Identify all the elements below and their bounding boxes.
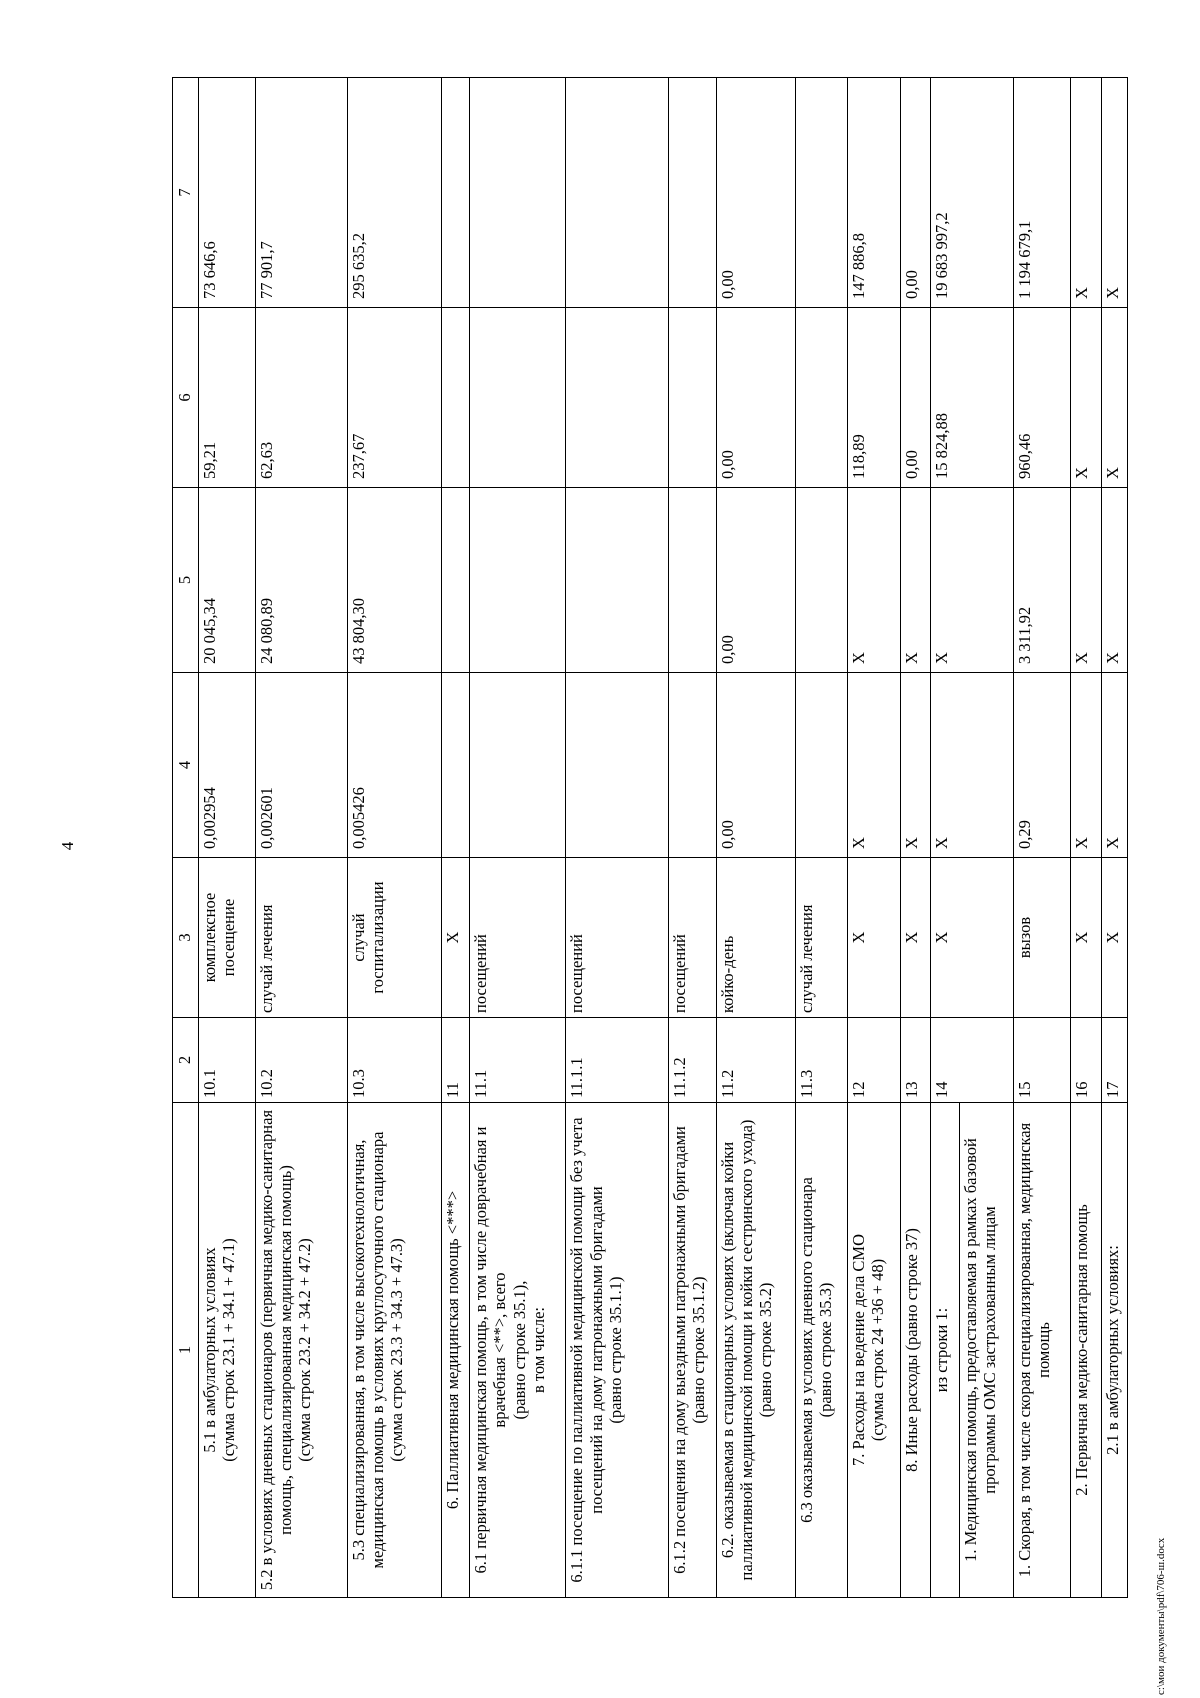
row-number-cell: 14 (931, 1018, 1014, 1103)
page-number: 4 (58, 841, 77, 851)
row-label-cell: 1. Скорая, в том числе скорая специализированная, медицинская помощь (1014, 1103, 1071, 1598)
table-row (931, 78, 959, 1598)
value-cell: 0,00 (717, 488, 796, 673)
row-label-cell: 6. Паллиативная медицинская помощь <***> (441, 1103, 469, 1598)
row-label-cell: 6.2. оказываемая в стационарных условиях (включая койки паллиативной медицинской помощи и койки сестринского ухода) (равно строке 35.2) (717, 1103, 796, 1598)
row-label-cell: 6.1.2 посещения на дому выездными патронажными бригадами (равно строке 35.1.2) (669, 1103, 717, 1598)
value-cell (470, 308, 566, 488)
value-cell (669, 488, 717, 673)
header-cell: 1 (173, 1103, 199, 1598)
unit-cell: X (1101, 858, 1127, 1018)
value-cell: 295 635,2 (347, 78, 441, 308)
value-cell: 15 824,88 (931, 308, 1014, 488)
header-row (173, 78, 199, 1598)
value-cell (566, 673, 669, 858)
cost-table (172, 77, 1128, 1598)
row-label-cell: 7. Расходы на ведение дела СМО (сумма строк 24 +36 + 48) (848, 1103, 900, 1598)
unit-cell: X (848, 858, 900, 1018)
table-row (1101, 78, 1127, 1598)
row-number-cell: 11.1 (470, 1018, 566, 1103)
value-cell: 1 194 679,1 (1014, 78, 1071, 308)
value-cell: 0,00 (900, 78, 931, 308)
value-cell: 59,21 (199, 308, 256, 488)
value-cell (669, 78, 717, 308)
table-row (256, 78, 348, 1598)
value-cell (441, 673, 469, 858)
row-label-cell: 5.3 специализированная, в том числе высокотехнологичная, медицинская помощь в условиях круглосуточного стационара (сумма строк 23.3 + 34.3 + 47.3) (347, 1103, 441, 1598)
value-cell (566, 308, 669, 488)
value-cell: 77 901,7 (256, 78, 348, 308)
row-label-cell: 6.1 первичная медицинская помощь, в том числе доврачебная и врачебная <**>, всего (равно строке 35.1), в том числе: (470, 1103, 566, 1598)
value-cell: 62,63 (256, 308, 348, 488)
row-number-cell: 15 (1014, 1018, 1071, 1103)
row-number-cell: 17 (1101, 1018, 1127, 1103)
table-row (566, 78, 669, 1598)
value-cell: 960,46 (1014, 308, 1071, 488)
value-cell: X (1101, 78, 1127, 308)
row-number-cell: 13 (900, 1018, 931, 1103)
row-number-cell: 10.3 (347, 1018, 441, 1103)
value-cell: 73 646,6 (199, 78, 256, 308)
value-cell: X (1101, 308, 1127, 488)
table-row (199, 78, 256, 1598)
value-cell: 118,89 (848, 308, 900, 488)
value-cell (441, 78, 469, 308)
value-cell (566, 78, 669, 308)
header-cell: 4 (173, 673, 199, 858)
row-label-cell: 5.2 в условиях дневных стационаров (первичная медико-санитарная помощь, специализированная медицинская помощь) (сумма строк 23.2 + 34.2 + 47.2) (256, 1103, 348, 1598)
value-cell: 0,005426 (347, 673, 441, 858)
unit-cell: посещений (566, 858, 669, 1018)
row-number-cell: 11 (441, 1018, 469, 1103)
row-number-cell: 10.1 (199, 1018, 256, 1103)
value-cell (470, 488, 566, 673)
table-row (1071, 78, 1102, 1598)
value-cell (795, 673, 847, 858)
row-number-cell: 12 (848, 1018, 900, 1103)
row-number-cell: 11.2 (717, 1018, 796, 1103)
value-cell (795, 78, 847, 308)
value-cell: 3 311,92 (1014, 488, 1071, 673)
value-cell (669, 673, 717, 858)
row-label-cell: 6.1.1 посещение по паллиативной медицинской помощи без учета посещений на дому патронажными бригадами (равно строке 35.1.1) (566, 1103, 669, 1598)
value-cell: 0,00 (717, 78, 796, 308)
value-cell: 237,67 (347, 308, 441, 488)
table-row (1014, 78, 1071, 1598)
value-cell: 0,002601 (256, 673, 348, 858)
row-label-cell: 1. Медицинская помощь, предоставляемая в рамках базовой программы ОМС застрахованным лицам (959, 1103, 1014, 1598)
value-cell: 0,00 (717, 673, 796, 858)
unit-cell: случай госпитализации (347, 858, 441, 1018)
value-cell: X (848, 673, 900, 858)
table-row (470, 78, 566, 1598)
row-label-cell: 8. Иные расходы (равно строке 37) (900, 1103, 931, 1598)
row-number-cell: 11.3 (795, 1018, 847, 1103)
unit-cell: случай лечения (795, 858, 847, 1018)
value-cell (669, 308, 717, 488)
value-cell: X (931, 673, 1014, 858)
table-row (441, 78, 469, 1598)
value-cell: 147 886,8 (848, 78, 900, 308)
value-cell: 0,00 (717, 308, 796, 488)
value-cell: X (1101, 488, 1127, 673)
table-row (717, 78, 796, 1598)
table-body (173, 78, 1128, 1598)
rotated-table-wrapper (172, 78, 1128, 1598)
value-cell (566, 488, 669, 673)
table-row (347, 78, 441, 1598)
value-cell: X (931, 488, 1014, 673)
value-cell: X (848, 488, 900, 673)
value-cell: X (1071, 488, 1102, 673)
value-cell: X (900, 673, 931, 858)
value-cell (795, 308, 847, 488)
unit-cell: посещений (669, 858, 717, 1018)
unit-cell: X (441, 858, 469, 1018)
value-cell (795, 488, 847, 673)
footer-file-path: c:\мои документы\pdf\706-ш.docx (1155, 1537, 1167, 1695)
table-row (795, 78, 847, 1598)
value-cell: X (1071, 673, 1102, 858)
value-cell: 0,002954 (199, 673, 256, 858)
unit-cell: вызов (1014, 858, 1071, 1018)
value-cell: 24 080,89 (256, 488, 348, 673)
unit-cell: койко-день (717, 858, 796, 1018)
value-cell (470, 78, 566, 308)
unit-cell: посещений (470, 858, 566, 1018)
row-label-cell: 2.1 в амбулаторных условиях: (1101, 1103, 1127, 1598)
unit-cell: комплексное посещение (199, 858, 256, 1018)
value-cell: X (900, 488, 931, 673)
row-label-cell: 5.1 в амбулаторных условиях (сумма строк 23.1 + 34.1 + 47.1) (199, 1103, 256, 1598)
row-number-cell: 10.2 (256, 1018, 348, 1103)
table-row (848, 78, 900, 1598)
unit-cell: X (900, 858, 931, 1018)
value-cell (441, 308, 469, 488)
row-label-cell: из строки 1: (931, 1103, 959, 1598)
value-cell: X (1071, 78, 1102, 308)
value-cell: 43 804,30 (347, 488, 441, 673)
row-number-cell: 16 (1071, 1018, 1102, 1103)
value-cell (441, 488, 469, 673)
row-label-cell: 2. Первичная медико-санитарная помощь (1071, 1103, 1102, 1598)
unit-cell: случай лечения (256, 858, 348, 1018)
value-cell: X (1071, 308, 1102, 488)
row-number-cell: 11.1.1 (566, 1018, 669, 1103)
table-row (900, 78, 931, 1598)
value-cell: 0,29 (1014, 673, 1071, 858)
value-cell: X (1101, 673, 1127, 858)
value-cell: 20 045,34 (199, 488, 256, 673)
row-number-cell: 11.1.2 (669, 1018, 717, 1103)
header-cell: 2 (173, 1018, 199, 1103)
header-cell: 5 (173, 488, 199, 673)
value-cell: 19 683 997,2 (931, 78, 1014, 308)
header-cell: 6 (173, 308, 199, 488)
value-cell (470, 673, 566, 858)
header-cell: 3 (173, 858, 199, 1018)
unit-cell: X (1071, 858, 1102, 1018)
unit-cell: X (931, 858, 1014, 1018)
table-row (669, 78, 717, 1598)
value-cell: 0,00 (900, 308, 931, 488)
header-cell: 7 (173, 78, 199, 308)
row-label-cell: 6.3 оказываемая в условиях дневного стационара (равно строке 35.3) (795, 1103, 847, 1598)
